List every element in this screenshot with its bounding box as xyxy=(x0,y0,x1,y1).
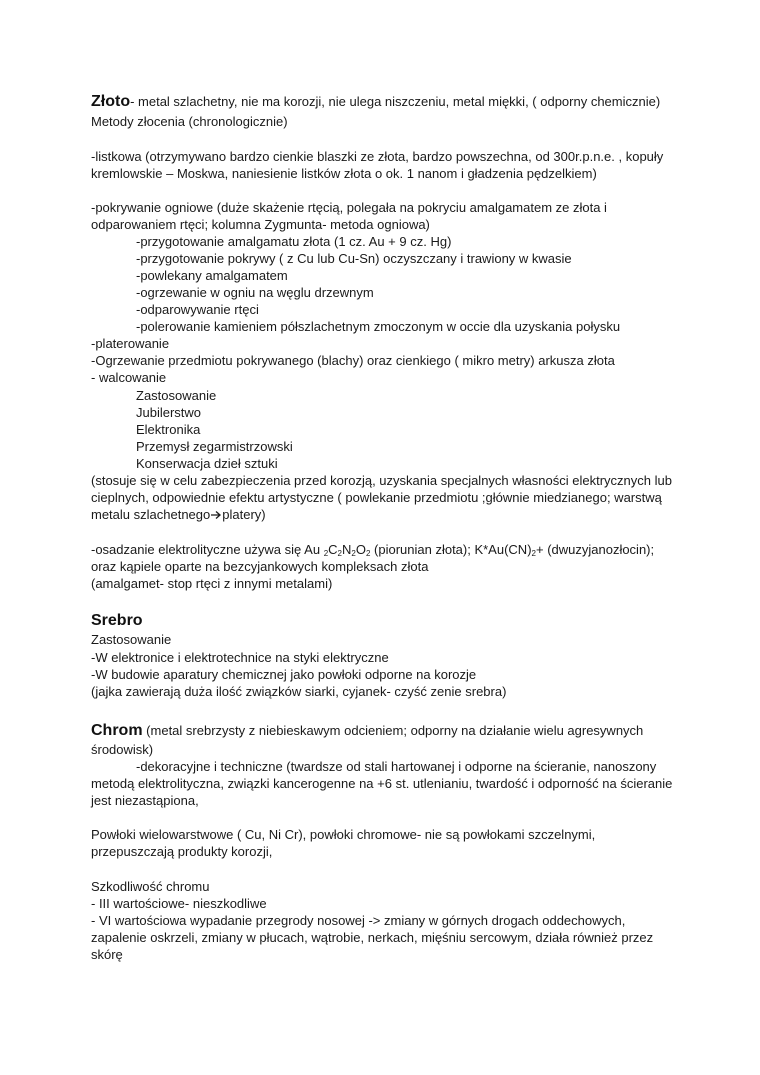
zloto-heading-line xyxy=(91,93,660,110)
krok-6: -polerowanie kamieniem półszlachetnym zmoczonym w occie dla uzyskania połysku xyxy=(136,319,621,334)
chrom-intro: (metal srebrzysty z niebieskawym odcieniem; odporny na działanie wielu agresywnych xyxy=(142,723,644,738)
srebro-line: (jajka zawierają duża ilość związków siarki, cyjanek- czyść zenie srebra) xyxy=(91,684,507,699)
chrom-line: metodą elektrolityczna, związki kancerogenne na +6 st. utlenianiu, twardość i odporność na ścieranie xyxy=(91,776,673,791)
zastosowanie-item: Przemysł zegarmistrzowski xyxy=(136,439,293,454)
zastosowanie-item: Jubilerstwo xyxy=(136,405,202,420)
krok-2: -przygotowanie pokrywy ( z Cu lub Cu-Sn) oczyszczany i trawiony w kwasie xyxy=(136,251,572,266)
ogrzewanie: -Ogrzewanie przedmiotu pokrywanego (blachy) oraz cienkiego ( mikro metry) arkusza złota xyxy=(91,353,615,368)
szkodliwosc-line: - III wartościowe- nieszkodliwe xyxy=(91,896,267,911)
powloki-line-2: przepuszczają produkty korozji, xyxy=(91,844,273,859)
formula-text: + (dwuzyjanozłocin); xyxy=(535,542,655,557)
szkodliwosc-line: skórę xyxy=(91,947,123,962)
subscript: 2 xyxy=(531,549,536,558)
ogniowe-line-1: -pokrywanie ogniowe (duże skażenie rtęcią, polegała na pokryciu amalgamatem ze złota i xyxy=(91,200,607,215)
zastosowanie-item: Elektronika xyxy=(136,422,201,437)
szkodliwosc-line: - VI wartościowa wypadanie przegrody nosowej -> zmiany w górnych drogach oddechowych, xyxy=(91,913,626,928)
srebro-heading: Srebro xyxy=(91,612,143,629)
subscript: 2 xyxy=(351,549,356,558)
chrom-line: jest niezastąpiona, xyxy=(91,793,199,808)
listkowa-line-2: kremlowskie – Moskwa, naniesienie listków złota o ok. 1 nanom i gładzenia pędzelkiem) xyxy=(91,166,597,181)
stosuje-line-2: cieplnych, odpowiednie efektu artystyczne ( powlekanie przedmiotu ;głównie miedzianego; warstwą xyxy=(91,490,662,505)
krok-4: -ogrzewanie w ogniu na węglu drzewnym xyxy=(136,285,374,300)
amalgamet: (amalgamet- stop rtęci z innymi metalami) xyxy=(91,576,333,591)
zastosowanie-heading: Zastosowanie xyxy=(136,388,217,403)
formula-text: O xyxy=(355,542,366,557)
ogniowe-line-2: odparowaniem rtęci; kolumna Zygmunta- metoda ogniowa) xyxy=(91,217,430,232)
arrow-right-icon xyxy=(210,510,222,520)
chrom-dekor: -dekoracyjne i techniczne (twardsze od stali hartowanej i odporne na ścieranie, nanoszony xyxy=(136,759,657,774)
zloto-intro: - metal szlachetny, nie ma korozji, nie ulega niszczeniu, metal miękki, ( odporny chemicznie) xyxy=(130,94,661,109)
krok-1: -przygotowanie amalgamatu złota (1 cz. Au + 9 cz. Hg) xyxy=(136,234,452,249)
formula-text: N xyxy=(341,542,352,557)
szkodliwosc-line: zapalenie oskrzeli, zmiany w płucach, wątrobie, nerkach, mięśniu sercowym, działa również przez xyxy=(91,930,654,945)
formula-text: C xyxy=(328,542,338,557)
metalu-text: metalu szlachetnego xyxy=(91,507,211,522)
krok-3: -powlekany amalgamatem xyxy=(136,268,288,283)
platery-text: platery) xyxy=(222,507,266,522)
powloki-line-1: Powłoki wielowarstwowe ( Cu, Ni Cr), powłoki chromowe- nie są powłokami szczelnymi, xyxy=(91,827,596,842)
formula-text: (piorunian złota); K*Au(CN) xyxy=(370,542,532,557)
subscript: 2 xyxy=(323,549,329,558)
walcowanie: - walcowanie xyxy=(91,370,167,385)
zloto-heading: Złoto xyxy=(91,93,131,110)
subscript: 2 xyxy=(365,549,371,558)
krok-5: -odparowywanie rtęci xyxy=(136,302,259,317)
chrom-heading: Chrom xyxy=(91,722,143,739)
metody-zlocenia: Metody złocenia (chronologicznie) xyxy=(91,114,288,129)
zastosowanie-item: Konserwacja dzieł sztuki xyxy=(136,456,278,471)
osadzanie-text: -osadzanie elektrolityczne używa się Au xyxy=(91,542,324,557)
stosuje-line-3 xyxy=(91,506,266,523)
srebro-zastosowanie: Zastosowanie xyxy=(91,632,172,647)
platerowanie: -platerowanie xyxy=(91,336,170,351)
stosuje-line-1: (stosuje się w celu zabezpieczenia przed korozją, uzyskania specjalnych własności elektrycznych lub xyxy=(91,473,672,488)
chrom-line-2: środowisk) xyxy=(91,742,154,757)
chrom-heading-line xyxy=(91,722,643,739)
srebro-line: -W elektronice i elektrotechnice na styki elektryczne xyxy=(91,650,389,665)
listkowa-line-1: -listkowa (otrzymywano bardzo cienkie blaszki ze złota, bardzo powszechna, od 300r.p.n.e. , kopuły xyxy=(91,149,664,164)
srebro-line: -W budowie aparatury chemicznej jako powłoki odporne na korozje xyxy=(91,667,477,682)
subscript: 2 xyxy=(337,549,342,558)
szkodliwosc-heading: Szkodliwość chromu xyxy=(91,879,210,894)
kapiele: oraz kąpiele oparte na bezcyjankowych kompleksach złota xyxy=(91,559,429,574)
